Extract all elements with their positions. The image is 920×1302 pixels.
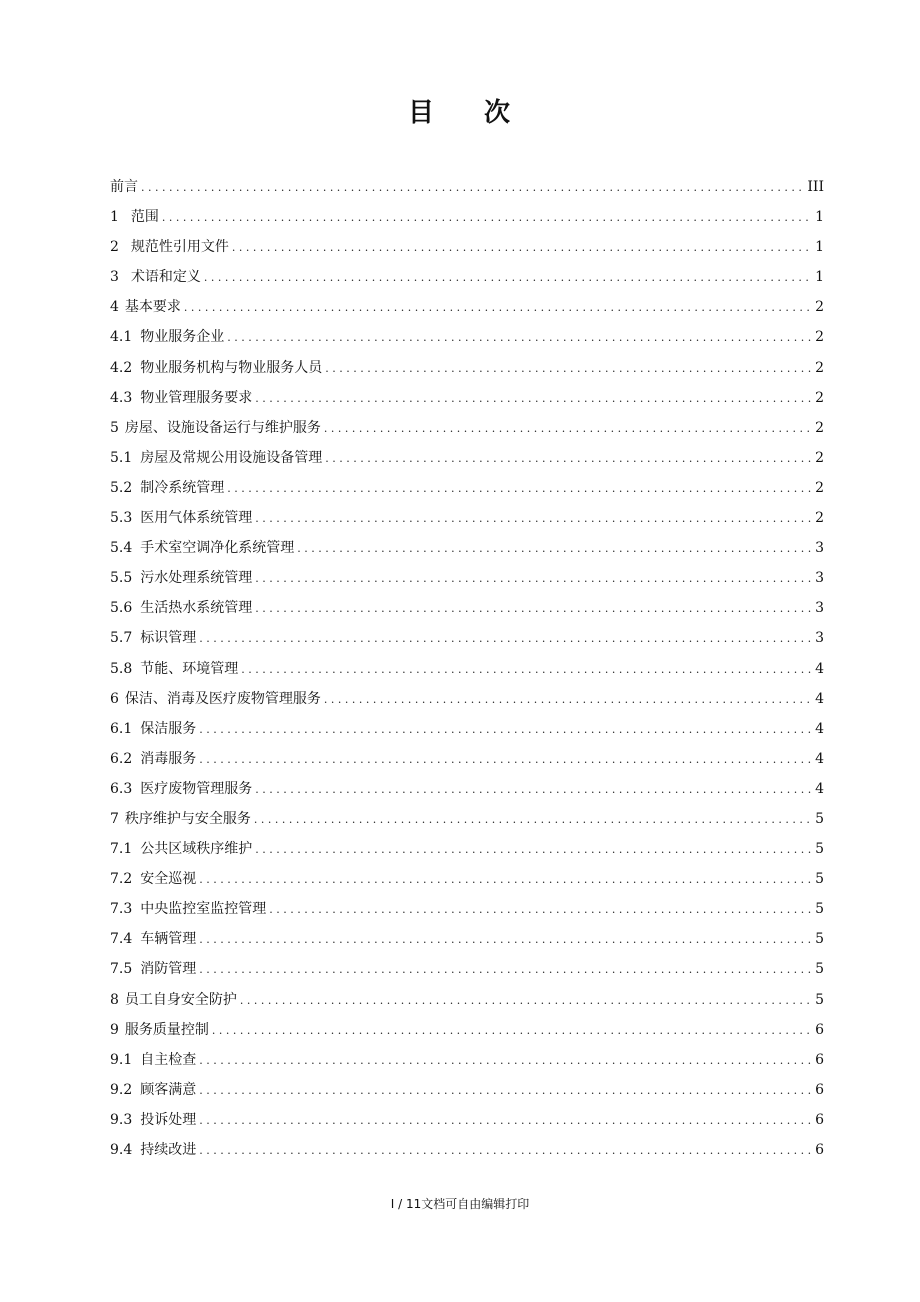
toc-entry-page: 2 [815,299,824,316]
toc-entry-title: 物业服务机构与物业服务人员 [140,359,323,376]
toc-entry-number: 4.1 [110,329,133,346]
toc-entry[interactable] [110,503,824,533]
toc-dot-leader [325,444,812,474]
toc-dot-leader [324,685,812,715]
toc-entry-title: 范围 [130,209,159,226]
toc-entry[interactable] [110,684,824,714]
toc-entry[interactable] [110,593,824,623]
toc-dot-leader [199,955,812,985]
toc-entry-number: 7.1 [110,841,133,858]
toc-dot-leader [212,1016,812,1046]
toc-entry-title: 车辆管理 [140,931,197,948]
toc-entry-title: 标识管理 [140,630,197,647]
toc-entry-title: 顾客满意 [140,1081,197,1098]
toc-entry-title: 保洁服务 [140,720,197,737]
toc-entry-title: 污水处理系统管理 [140,570,253,587]
table-of-contents [110,172,824,1165]
toc-entry-page: 6 [815,1081,824,1098]
toc-entry-page: 1 [815,209,824,226]
toc-entry-page: 6 [815,1111,824,1128]
toc-entry[interactable] [110,563,824,593]
toc-dot-leader [255,384,812,414]
toc-entry-page: 5 [815,871,824,888]
toc-entry-page: III [807,179,824,195]
toc-entry-page: 5 [815,991,824,1008]
toc-entry-page: 1 [815,269,824,286]
toc-dot-leader [199,865,812,895]
toc-dot-leader [255,835,812,865]
toc-dot-leader [324,414,812,444]
toc-entry-title: 房屋及常规公用设施设备管理 [140,449,323,466]
toc-entry-page: 3 [815,570,824,587]
toc-entry-number: 6.2 [110,750,133,767]
toc-entry[interactable] [110,322,824,352]
toc-entry-number: 4.2 [110,359,133,376]
page-title-left: 目 [407,98,436,128]
toc-entry-title: 保洁、消毒及医疗废物管理服务 [124,690,321,707]
toc-entry-title: 消防管理 [140,961,197,978]
toc-dot-leader [241,655,812,685]
toc-dot-leader [199,624,812,654]
toc-entry-number: 9.2 [110,1081,133,1098]
toc-entry-page: 2 [815,479,824,496]
toc-entry-number: 7.4 [110,931,133,948]
toc-entry-number: 6.1 [110,720,133,737]
toc-entry-number: 8 [110,991,119,1008]
toc-entry-page: 2 [815,359,824,376]
toc-entry[interactable] [110,232,824,262]
toc-entry-number: 7.3 [110,901,133,918]
toc-entry-title: 基本要求 [124,299,181,316]
toc-entry[interactable] [110,744,824,774]
toc-entry-page: 3 [815,540,824,557]
toc-entry-page: 5 [815,810,824,827]
toc-dot-leader [199,1106,812,1136]
toc-entry-title: 医疗废物管理服务 [140,780,253,797]
toc-entry-page: 2 [815,419,824,436]
toc-entry-title: 持续改进 [140,1142,197,1158]
toc-entry-title: 员工自身安全防护 [124,991,237,1008]
toc-entry[interactable] [110,834,824,864]
toc-entry-title: 消毒服务 [140,750,197,767]
toc-dot-leader [240,986,812,1016]
toc-entry-page: 3 [815,600,824,617]
toc-dot-leader [199,745,812,775]
toc-entry-number: 5.2 [110,479,133,496]
toc-entry[interactable] [110,292,824,322]
toc-dot-leader [162,203,812,233]
toc-entry-page: 2 [815,389,824,406]
toc-entry-title: 投诉处理 [140,1111,197,1128]
toc-entry-title: 公共区域秩序维护 [140,841,253,858]
toc-dot-leader [199,925,812,955]
toc-entry-page: 1 [815,239,824,256]
toc-entry[interactable] [110,623,824,653]
toc-dot-leader [199,715,812,745]
page-title-right: 次 [484,98,513,128]
toc-entry-page: 5 [815,961,824,978]
toc-entry[interactable] [110,443,824,473]
toc-entry-number: 5.1 [110,449,133,466]
toc-entry-number: 2 [110,239,119,256]
toc-entry-page: 6 [815,1142,824,1158]
toc-entry[interactable] [110,172,824,202]
toc-entry-title: 物业管理服务要求 [140,389,253,406]
toc-dot-leader [184,293,812,323]
toc-entry-page: 4 [815,780,824,797]
toc-entry-number: 9.1 [110,1051,133,1068]
toc-entry-number: 5.7 [110,630,133,647]
toc-entry[interactable] [110,1105,824,1135]
toc-entry[interactable] [110,1015,824,1045]
toc-entry[interactable] [110,383,824,413]
toc-entry-number: 9 [110,1021,119,1038]
toc-dot-leader [255,564,812,594]
page-title [0,92,920,129]
toc-entry[interactable] [110,714,824,744]
toc-entry-number: 7.5 [110,961,133,978]
toc-dot-leader [204,263,812,293]
toc-dot-leader [254,805,812,835]
toc-dot-leader [141,173,804,203]
toc-dot-leader [255,594,812,624]
toc-entry[interactable] [110,924,824,954]
toc-entry[interactable] [110,894,824,924]
toc-entry-page: 4 [815,720,824,737]
toc-entry[interactable] [110,654,824,684]
toc-entry-number: 5.3 [110,510,133,527]
toc-entry-title: 物业服务企业 [140,329,225,346]
toc-entry-number: 6 [110,690,119,707]
toc-entry-page: 4 [815,660,824,677]
toc-entry-number: 4 [110,299,119,316]
toc-entry-number: 5 [110,419,119,436]
toc-dot-leader [199,1136,812,1166]
toc-entry-number: 5.4 [110,540,133,557]
toc-entry-title: 节能、环境管理 [140,660,239,677]
toc-entry-page: 5 [815,901,824,918]
toc-entry[interactable] [110,774,824,804]
toc-entry-title: 生活热水系统管理 [140,600,253,617]
toc-entry-number: 7 [110,810,119,827]
toc-entry-title: 安全巡视 [140,871,197,888]
toc-entry-title: 中央监控室监控管理 [140,901,267,918]
toc-entry-number: 6.3 [110,780,133,797]
toc-entry-number: 3 [110,269,119,286]
toc-entry-title: 术语和定义 [130,269,201,286]
toc-dot-leader [255,504,812,534]
toc-entry-page: 5 [815,841,824,858]
toc-entry-number: 7.2 [110,871,133,888]
toc-dot-leader [255,775,812,805]
toc-dot-leader [199,1076,812,1106]
toc-dot-leader [232,233,812,263]
toc-entry-number: 5.8 [110,660,133,677]
toc-entry-title: 秩序维护与安全服务 [124,810,251,827]
toc-entry-number: 4.3 [110,389,133,406]
toc-entry-page: 5 [815,931,824,948]
toc-entry[interactable] [110,413,824,443]
toc-entry[interactable] [110,473,824,503]
toc-dot-leader [269,895,812,925]
toc-entry-page: 6 [815,1021,824,1038]
toc-entry-page: 3 [815,630,824,647]
toc-dot-leader [297,534,812,564]
toc-entry-page: 4 [815,690,824,707]
toc-entry[interactable] [110,985,824,1015]
toc-entry-number: 9.3 [110,1111,133,1128]
toc-entry-page: 2 [815,510,824,527]
toc-entry[interactable] [110,1045,824,1075]
toc-entry-title: 前言 [110,179,138,195]
toc-entry-page: 2 [815,329,824,346]
toc-entry[interactable] [110,262,824,292]
toc-entry[interactable] [110,864,824,894]
toc-dot-leader [227,474,812,504]
toc-dot-leader [325,354,812,384]
toc-entry[interactable] [110,804,824,834]
toc-entry[interactable] [110,533,824,563]
toc-entry[interactable] [110,954,824,984]
toc-entry-title: 制冷系统管理 [140,479,225,496]
toc-entry-page: 4 [815,750,824,767]
toc-entry[interactable] [110,1135,824,1165]
toc-entry-number: 9.4 [110,1142,133,1158]
toc-entry-number: 5.5 [110,570,133,587]
toc-entry-title: 手术室空调净化系统管理 [140,540,295,557]
toc-dot-leader [227,323,812,353]
toc-entry-number: 5.6 [110,600,133,617]
toc-entry-title: 医用气体系统管理 [140,510,253,527]
toc-entry-page: 6 [815,1051,824,1068]
toc-entry-title: 房屋、设施设备运行与维护服务 [124,419,321,436]
toc-entry[interactable] [110,353,824,383]
toc-entry-title: 自主检查 [140,1051,197,1068]
page-footer: I / 11文档可自由编辑打印 [390,1197,530,1211]
toc-entry[interactable] [110,1075,824,1105]
toc-entry[interactable] [110,202,824,232]
toc-entry-page: 2 [815,449,824,466]
toc-entry-title: 规范性引用文件 [130,239,229,256]
toc-entry-title: 服务质量控制 [124,1021,209,1038]
toc-dot-leader [199,1046,812,1076]
toc-entry-number: 1 [110,209,119,226]
